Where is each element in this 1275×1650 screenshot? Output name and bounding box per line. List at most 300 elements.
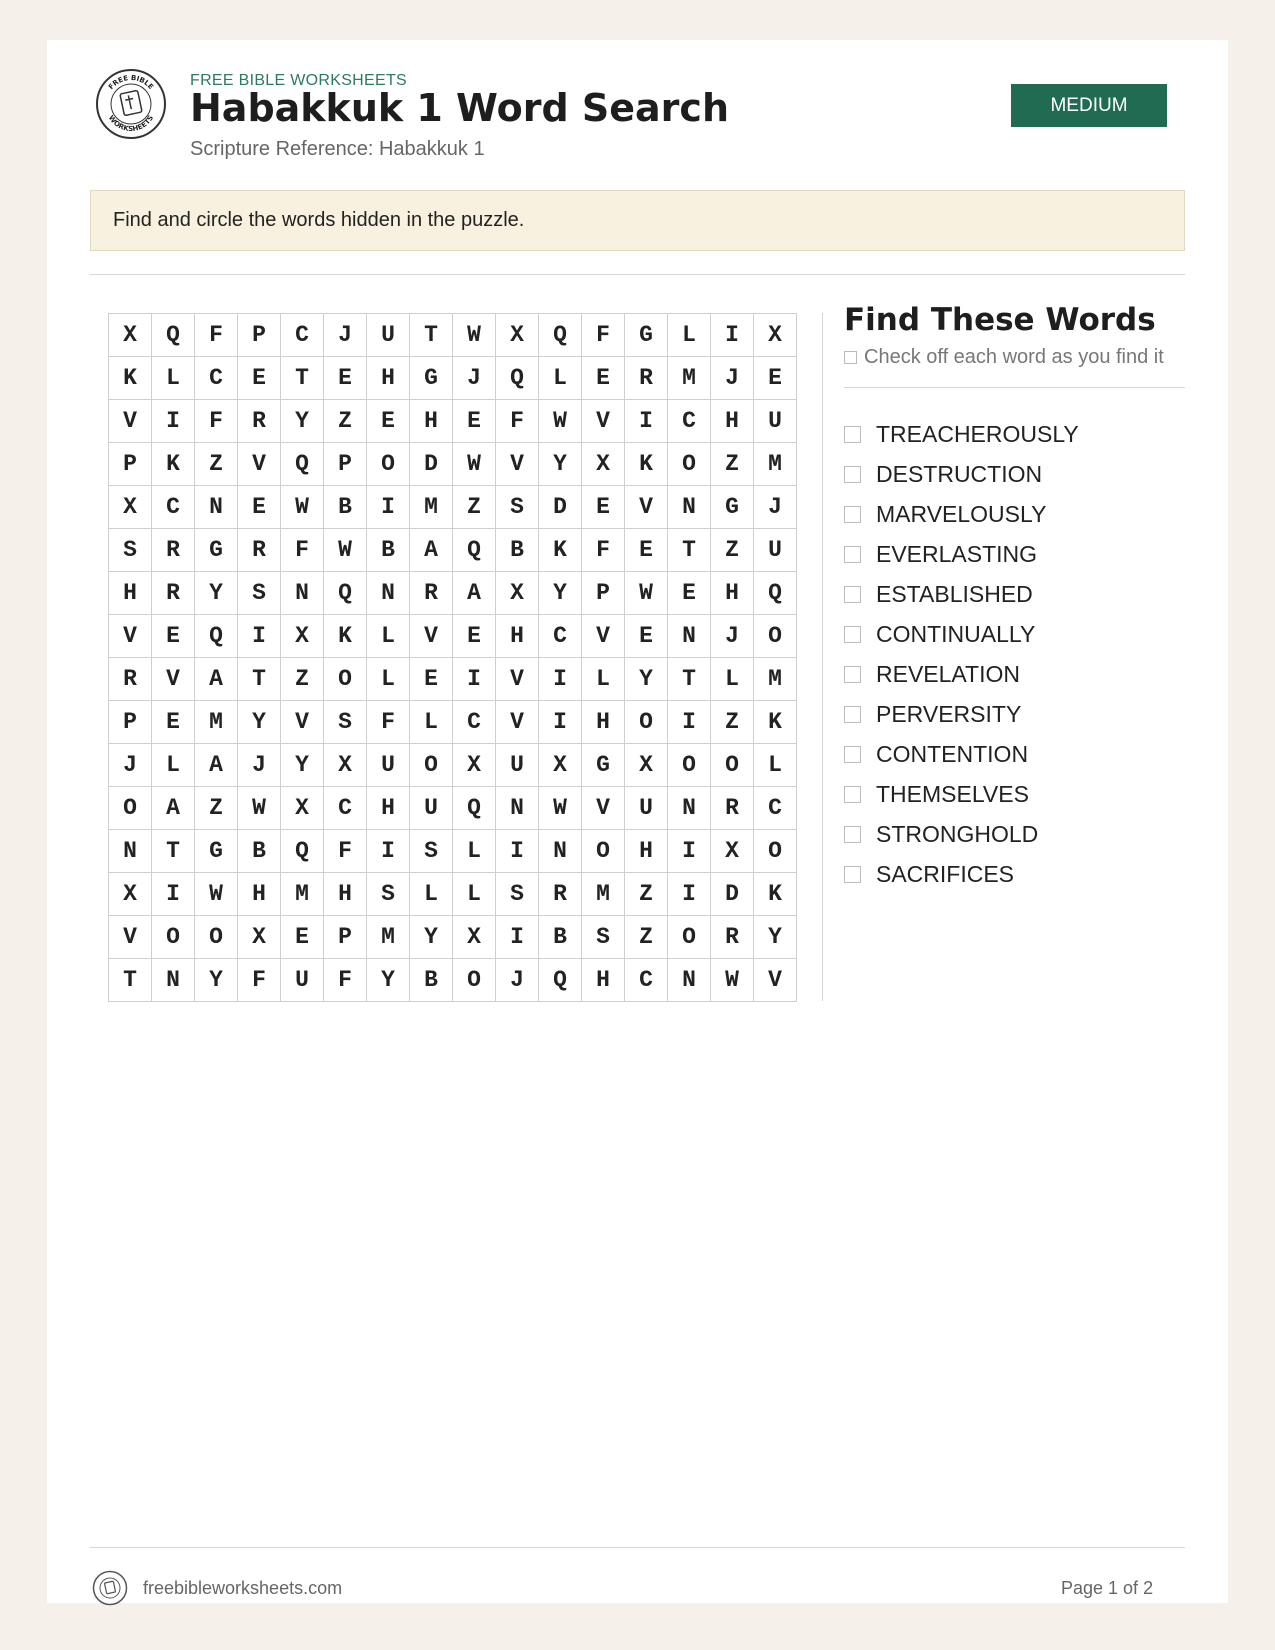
grid-cell[interactable]: S — [582, 916, 625, 959]
grid-cell[interactable]: I — [711, 314, 754, 357]
grid-cell[interactable]: T — [410, 314, 453, 357]
grid-cell[interactable]: C — [453, 701, 496, 744]
word-checkbox[interactable] — [844, 626, 861, 643]
grid-cell[interactable]: F — [324, 959, 367, 1002]
word-list-title: Find These Words — [844, 302, 1156, 338]
word-list-divider — [844, 387, 1185, 388]
grid-cell[interactable]: Y — [238, 701, 281, 744]
grid-cell[interactable]: Q — [195, 615, 238, 658]
checkbox-hint-icon — [844, 351, 857, 364]
grid-cell[interactable]: R — [152, 572, 195, 615]
grid-cell[interactable]: O — [582, 830, 625, 873]
word-label: TREACHEROUSLY — [876, 420, 1079, 447]
grid-cell[interactable]: T — [109, 959, 152, 1002]
grid-cell[interactable]: B — [367, 529, 410, 572]
grid-cell[interactable]: I — [453, 658, 496, 701]
grid-cell[interactable]: W — [453, 443, 496, 486]
word-checkbox[interactable] — [844, 546, 861, 563]
grid-cell[interactable]: O — [453, 959, 496, 1002]
grid-row — [109, 658, 797, 701]
grid-row — [109, 615, 797, 658]
word-checkbox[interactable] — [844, 786, 861, 803]
grid-cell[interactable]: X — [711, 830, 754, 873]
grid-cell[interactable]: L — [582, 658, 625, 701]
grid-cell[interactable]: J — [109, 744, 152, 787]
grid-cell[interactable]: J — [711, 357, 754, 400]
grid-cell[interactable]: I — [539, 658, 582, 701]
grid-cell[interactable]: L — [539, 357, 582, 400]
grid-cell[interactable]: W — [625, 572, 668, 615]
grid-cell[interactable]: K — [754, 873, 797, 916]
grid-cell[interactable]: W — [324, 529, 367, 572]
difficulty-badge: MEDIUM — [1011, 84, 1167, 127]
grid-cell[interactable]: Z — [711, 443, 754, 486]
grid-cell[interactable]: M — [754, 443, 797, 486]
grid-cell[interactable]: F — [582, 529, 625, 572]
grid-row — [109, 443, 797, 486]
grid-cell[interactable]: N — [152, 959, 195, 1002]
grid-cell[interactable]: Q — [453, 529, 496, 572]
grid-cell[interactable]: M — [195, 701, 238, 744]
grid-cell[interactable]: L — [453, 830, 496, 873]
grid-cell[interactable]: G — [625, 314, 668, 357]
grid-cell[interactable]: O — [711, 744, 754, 787]
grid-cell[interactable]: W — [453, 314, 496, 357]
grid-cell[interactable]: I — [668, 873, 711, 916]
grid-cell[interactable]: B — [238, 830, 281, 873]
word-checkbox[interactable] — [844, 826, 861, 843]
grid-cell[interactable]: O — [410, 744, 453, 787]
grid-row — [109, 572, 797, 615]
grid-cell[interactable]: T — [668, 658, 711, 701]
grid-cell[interactable]: N — [668, 615, 711, 658]
grid-cell[interactable]: X — [496, 572, 539, 615]
grid-cell[interactable]: F — [281, 529, 324, 572]
grid-cell[interactable]: U — [496, 744, 539, 787]
worksheet-page — [47, 40, 1228, 1603]
grid-cell[interactable]: C — [625, 959, 668, 1002]
grid-cell[interactable]: Z — [625, 873, 668, 916]
grid-cell[interactable]: V — [496, 701, 539, 744]
word-list-item — [844, 774, 1079, 814]
grid-cell[interactable]: C — [152, 486, 195, 529]
grid-cell[interactable]: Z — [711, 701, 754, 744]
word-label: MARVELOUSLY — [876, 500, 1047, 527]
grid-cell[interactable]: L — [711, 658, 754, 701]
word-checkbox[interactable] — [844, 746, 861, 763]
grid-cell[interactable]: H — [324, 873, 367, 916]
grid-cell[interactable]: T — [668, 529, 711, 572]
grid-cell[interactable]: Q — [324, 572, 367, 615]
grid-cell[interactable]: P — [324, 916, 367, 959]
grid-cell[interactable]: K — [754, 701, 797, 744]
grid-cell[interactable]: Y — [754, 916, 797, 959]
grid-cell[interactable]: F — [582, 314, 625, 357]
grid-cell[interactable]: R — [238, 400, 281, 443]
grid-cell[interactable]: L — [367, 615, 410, 658]
grid-cell[interactable]: Q — [496, 357, 539, 400]
grid-cell[interactable]: I — [238, 615, 281, 658]
grid-cell[interactable]: X — [496, 314, 539, 357]
grid-cell[interactable]: H — [625, 830, 668, 873]
grid-cell[interactable]: V — [582, 400, 625, 443]
grid-cell[interactable]: N — [195, 486, 238, 529]
word-checkbox[interactable] — [844, 426, 861, 443]
grid-cell[interactable]: U — [367, 744, 410, 787]
grid-cell[interactable]: O — [754, 615, 797, 658]
word-list-item — [844, 414, 1079, 454]
grid-cell[interactable]: L — [410, 701, 453, 744]
grid-cell[interactable]: T — [281, 357, 324, 400]
grid-cell[interactable]: R — [711, 787, 754, 830]
grid-cell[interactable]: C — [539, 615, 582, 658]
grid-cell[interactable]: U — [754, 400, 797, 443]
grid-cell[interactable]: N — [668, 486, 711, 529]
grid-cell[interactable]: Q — [281, 830, 324, 873]
grid-cell[interactable]: X — [453, 916, 496, 959]
grid-row — [109, 873, 797, 916]
word-list-item — [844, 574, 1079, 614]
grid-cell[interactable]: G — [582, 744, 625, 787]
grid-cell[interactable]: P — [109, 701, 152, 744]
grid-cell[interactable]: E — [582, 357, 625, 400]
grid-cell[interactable]: E — [453, 615, 496, 658]
grid-row — [109, 701, 797, 744]
grid-cell[interactable]: Q — [281, 443, 324, 486]
grid-cell[interactable]: E — [152, 701, 195, 744]
word-list — [844, 414, 1079, 894]
grid-cell[interactable]: L — [152, 744, 195, 787]
grid-row — [109, 787, 797, 830]
grid-row — [109, 830, 797, 873]
grid-cell[interactable]: M — [367, 916, 410, 959]
grid-cell[interactable]: O — [668, 744, 711, 787]
grid-cell[interactable]: Y — [281, 744, 324, 787]
grid-cell[interactable]: S — [496, 873, 539, 916]
grid-cell[interactable]: C — [668, 400, 711, 443]
grid-cell[interactable]: Z — [324, 400, 367, 443]
word-checkbox[interactable] — [844, 466, 861, 483]
grid-cell[interactable]: Z — [625, 916, 668, 959]
grid-cell[interactable]: R — [152, 529, 195, 572]
grid-cell[interactable]: S — [367, 873, 410, 916]
grid-cell[interactable]: O — [109, 787, 152, 830]
grid-cell[interactable]: T — [238, 658, 281, 701]
word-label: CONTINUALLY — [876, 620, 1036, 647]
grid-cell[interactable]: O — [324, 658, 367, 701]
grid-cell[interactable]: N — [668, 959, 711, 1002]
grid-cell[interactable]: F — [367, 701, 410, 744]
grid-cell[interactable]: Z — [281, 658, 324, 701]
grid-cell[interactable]: P — [324, 443, 367, 486]
grid-cell[interactable]: S — [410, 830, 453, 873]
grid-cell[interactable]: K — [539, 529, 582, 572]
grid-cell[interactable]: J — [754, 486, 797, 529]
grid-cell[interactable]: J — [238, 744, 281, 787]
grid-cell[interactable]: K — [152, 443, 195, 486]
grid-cell[interactable]: Q — [453, 787, 496, 830]
grid-cell[interactable]: Q — [539, 959, 582, 1002]
footer-logo-icon — [92, 1570, 128, 1606]
grid-cell[interactable]: Y — [539, 443, 582, 486]
grid-cell[interactable]: K — [625, 443, 668, 486]
grid-cell[interactable]: M — [281, 873, 324, 916]
word-label: SACRIFICES — [876, 860, 1015, 887]
grid-cell[interactable]: Z — [195, 443, 238, 486]
grid-cell[interactable]: R — [410, 572, 453, 615]
grid-cell[interactable]: V — [625, 486, 668, 529]
grid-cell[interactable]: E — [152, 615, 195, 658]
grid-cell[interactable]: H — [582, 959, 625, 1002]
grid-cell[interactable]: W — [539, 400, 582, 443]
grid-cell[interactable]: E — [281, 916, 324, 959]
grid-cell[interactable]: V — [496, 658, 539, 701]
grid-cell[interactable]: I — [496, 830, 539, 873]
grid-cell[interactable]: L — [152, 357, 195, 400]
grid-cell[interactable]: Y — [410, 916, 453, 959]
grid-cell[interactable]: W — [711, 959, 754, 1002]
grid-cell[interactable]: R — [625, 357, 668, 400]
instructions-box — [90, 190, 1185, 251]
grid-cell[interactable]: K — [109, 357, 152, 400]
grid-cell[interactable]: J — [711, 615, 754, 658]
grid-cell[interactable]: F — [238, 959, 281, 1002]
grid-cell[interactable]: G — [195, 529, 238, 572]
word-list-item — [844, 734, 1079, 774]
grid-cell[interactable]: E — [582, 486, 625, 529]
grid-cell[interactable]: U — [281, 959, 324, 1002]
grid-cell[interactable]: E — [238, 357, 281, 400]
word-label: DESTRUCTION — [876, 460, 1043, 487]
grid-cell[interactable]: W — [281, 486, 324, 529]
grid-cell[interactable]: E — [625, 529, 668, 572]
grid-cell[interactable]: X — [281, 787, 324, 830]
grid-cell[interactable]: W — [238, 787, 281, 830]
grid-cell[interactable]: D — [410, 443, 453, 486]
grid-cell[interactable]: I — [367, 486, 410, 529]
grid-cell[interactable]: U — [625, 787, 668, 830]
grid-cell[interactable]: J — [324, 314, 367, 357]
grid-cell[interactable]: H — [711, 400, 754, 443]
grid-cell[interactable]: I — [152, 400, 195, 443]
grid-cell[interactable]: P — [109, 443, 152, 486]
grid-cell[interactable]: R — [238, 529, 281, 572]
grid-cell[interactable]: H — [367, 357, 410, 400]
grid-cell[interactable]: N — [668, 787, 711, 830]
grid-cell[interactable]: O — [367, 443, 410, 486]
word-label: THEMSELVES — [876, 780, 1029, 807]
grid-cell[interactable]: A — [410, 529, 453, 572]
grid-cell[interactable]: N — [496, 787, 539, 830]
grid-cell[interactable]: L — [367, 658, 410, 701]
grid-cell[interactable]: O — [195, 916, 238, 959]
grid-cell[interactable]: M — [668, 357, 711, 400]
grid-cell[interactable]: I — [367, 830, 410, 873]
grid-cell[interactable]: U — [367, 314, 410, 357]
grid-cell[interactable]: Y — [367, 959, 410, 1002]
grid-cell[interactable]: X — [281, 615, 324, 658]
grid-cell[interactable]: I — [625, 400, 668, 443]
grid-cell[interactable]: Q — [539, 314, 582, 357]
grid-cell[interactable]: M — [754, 658, 797, 701]
grid-cell[interactable]: R — [109, 658, 152, 701]
grid-cell[interactable]: C — [281, 314, 324, 357]
grid-cell[interactable]: P — [238, 314, 281, 357]
grid-cell[interactable]: B — [410, 959, 453, 1002]
page-title: Habakkuk 1 Word Search — [190, 86, 729, 130]
grid-cell[interactable]: F — [496, 400, 539, 443]
grid-cell[interactable]: O — [668, 443, 711, 486]
grid-cell[interactable]: F — [324, 830, 367, 873]
grid-cell[interactable]: I — [539, 701, 582, 744]
grid-cell[interactable]: R — [711, 916, 754, 959]
grid-cell[interactable]: Q — [152, 314, 195, 357]
grid-cell[interactable]: L — [668, 314, 711, 357]
grid-cell[interactable]: V — [582, 615, 625, 658]
grid-cell[interactable]: M — [410, 486, 453, 529]
grid-cell[interactable]: H — [367, 787, 410, 830]
grid-cell[interactable]: E — [668, 572, 711, 615]
grid-cell[interactable]: N — [539, 830, 582, 873]
grid-cell[interactable]: G — [195, 830, 238, 873]
grid-cell[interactable]: L — [410, 873, 453, 916]
word-checkbox[interactable] — [844, 586, 861, 603]
grid-cell[interactable]: O — [625, 701, 668, 744]
grid-cell[interactable]: Y — [195, 572, 238, 615]
grid-cell[interactable]: S — [324, 701, 367, 744]
grid-cell[interactable]: O — [754, 830, 797, 873]
grid-cell[interactable]: V — [152, 658, 195, 701]
grid-cell[interactable]: J — [496, 959, 539, 1002]
grid-cell[interactable]: H — [238, 873, 281, 916]
grid-cell[interactable]: O — [668, 916, 711, 959]
grid-cell[interactable]: U — [754, 529, 797, 572]
grid-cell[interactable]: Y — [195, 959, 238, 1002]
grid-cell[interactable]: H — [496, 615, 539, 658]
grid-cell[interactable]: N — [367, 572, 410, 615]
grid-cell[interactable]: W — [539, 787, 582, 830]
grid-cell[interactable]: A — [195, 744, 238, 787]
grid-cell[interactable]: F — [195, 400, 238, 443]
grid-cell[interactable]: P — [582, 572, 625, 615]
grid-cell[interactable]: L — [453, 873, 496, 916]
word-checkbox[interactable] — [844, 666, 861, 683]
grid-cell[interactable]: M — [582, 873, 625, 916]
grid-cell[interactable]: V — [582, 787, 625, 830]
grid-cell[interactable]: I — [496, 916, 539, 959]
word-list-item — [844, 654, 1079, 694]
word-checkbox[interactable] — [844, 506, 861, 523]
grid-cell[interactable]: V — [281, 701, 324, 744]
grid-cell[interactable]: G — [711, 486, 754, 529]
grid-cell[interactable]: E — [625, 615, 668, 658]
grid-row — [109, 916, 797, 959]
grid-cell[interactable]: R — [539, 873, 582, 916]
grid-cell[interactable]: X — [109, 873, 152, 916]
grid-cell[interactable]: A — [453, 572, 496, 615]
grid-cell[interactable]: U — [410, 787, 453, 830]
grid-cell[interactable]: V — [109, 615, 152, 658]
grid-cell[interactable]: Z — [711, 529, 754, 572]
grid-cell[interactable]: V — [410, 615, 453, 658]
grid-cell[interactable]: X — [109, 486, 152, 529]
grid-cell[interactable]: Y — [539, 572, 582, 615]
grid-cell[interactable]: W — [195, 873, 238, 916]
grid-cell[interactable]: I — [668, 830, 711, 873]
word-checkbox[interactable] — [844, 706, 861, 723]
grid-cell[interactable]: J — [453, 357, 496, 400]
grid-cell[interactable]: X — [453, 744, 496, 787]
grid-cell[interactable]: C — [324, 787, 367, 830]
grid-cell[interactable]: G — [410, 357, 453, 400]
grid-cell[interactable]: X — [754, 314, 797, 357]
grid-cell[interactable]: D — [711, 873, 754, 916]
grid-cell[interactable]: H — [711, 572, 754, 615]
grid-cell[interactable]: D — [539, 486, 582, 529]
grid-cell[interactable]: N — [281, 572, 324, 615]
grid-cell[interactable]: N — [109, 830, 152, 873]
grid-cell[interactable]: E — [754, 357, 797, 400]
grid-cell[interactable]: V — [109, 400, 152, 443]
grid-cell[interactable]: X — [238, 916, 281, 959]
grid-cell[interactable]: V — [496, 443, 539, 486]
grid-cell[interactable]: V — [754, 959, 797, 1002]
grid-cell[interactable]: B — [539, 916, 582, 959]
grid-cell[interactable]: H — [582, 701, 625, 744]
word-search-grid — [108, 313, 797, 1002]
grid-cell[interactable]: C — [754, 787, 797, 830]
grid-cell[interactable]: Q — [754, 572, 797, 615]
grid-cell[interactable]: X — [324, 744, 367, 787]
grid-cell[interactable]: E — [453, 400, 496, 443]
grid-cell[interactable]: Y — [625, 658, 668, 701]
grid-cell[interactable]: X — [625, 744, 668, 787]
grid-cell[interactable]: I — [152, 873, 195, 916]
header-divider — [90, 274, 1185, 275]
word-checkbox[interactable] — [844, 866, 861, 883]
grid-cell[interactable]: I — [668, 701, 711, 744]
grid-cell[interactable]: S — [496, 486, 539, 529]
grid-cell[interactable]: Y — [281, 400, 324, 443]
grid-cell[interactable]: K — [324, 615, 367, 658]
grid-cell[interactable]: F — [195, 314, 238, 357]
grid-cell[interactable]: V — [109, 916, 152, 959]
grid-cell[interactable]: E — [367, 400, 410, 443]
grid-cell[interactable]: E — [238, 486, 281, 529]
grid-cell[interactable]: Z — [453, 486, 496, 529]
grid-cell[interactable]: T — [152, 830, 195, 873]
grid-cell[interactable]: E — [410, 658, 453, 701]
svg-text:WORKSHEETS: WORKSHEETS — [106, 113, 156, 134]
grid-cell[interactable]: B — [496, 529, 539, 572]
grid-cell[interactable]: O — [152, 916, 195, 959]
grid-cell[interactable]: X — [109, 314, 152, 357]
grid-cell[interactable]: X — [539, 744, 582, 787]
grid-cell[interactable]: A — [152, 787, 195, 830]
grid-cell[interactable]: H — [109, 572, 152, 615]
grid-cell[interactable]: Z — [195, 787, 238, 830]
grid-cell[interactable]: S — [109, 529, 152, 572]
grid-cell[interactable]: H — [410, 400, 453, 443]
grid-cell[interactable]: L — [754, 744, 797, 787]
grid-cell[interactable]: V — [238, 443, 281, 486]
grid-cell[interactable]: C — [195, 357, 238, 400]
grid-cell[interactable]: X — [582, 443, 625, 486]
grid-cell[interactable]: B — [324, 486, 367, 529]
grid-cell[interactable]: E — [324, 357, 367, 400]
grid-cell[interactable]: S — [238, 572, 281, 615]
grid-cell[interactable]: A — [195, 658, 238, 701]
